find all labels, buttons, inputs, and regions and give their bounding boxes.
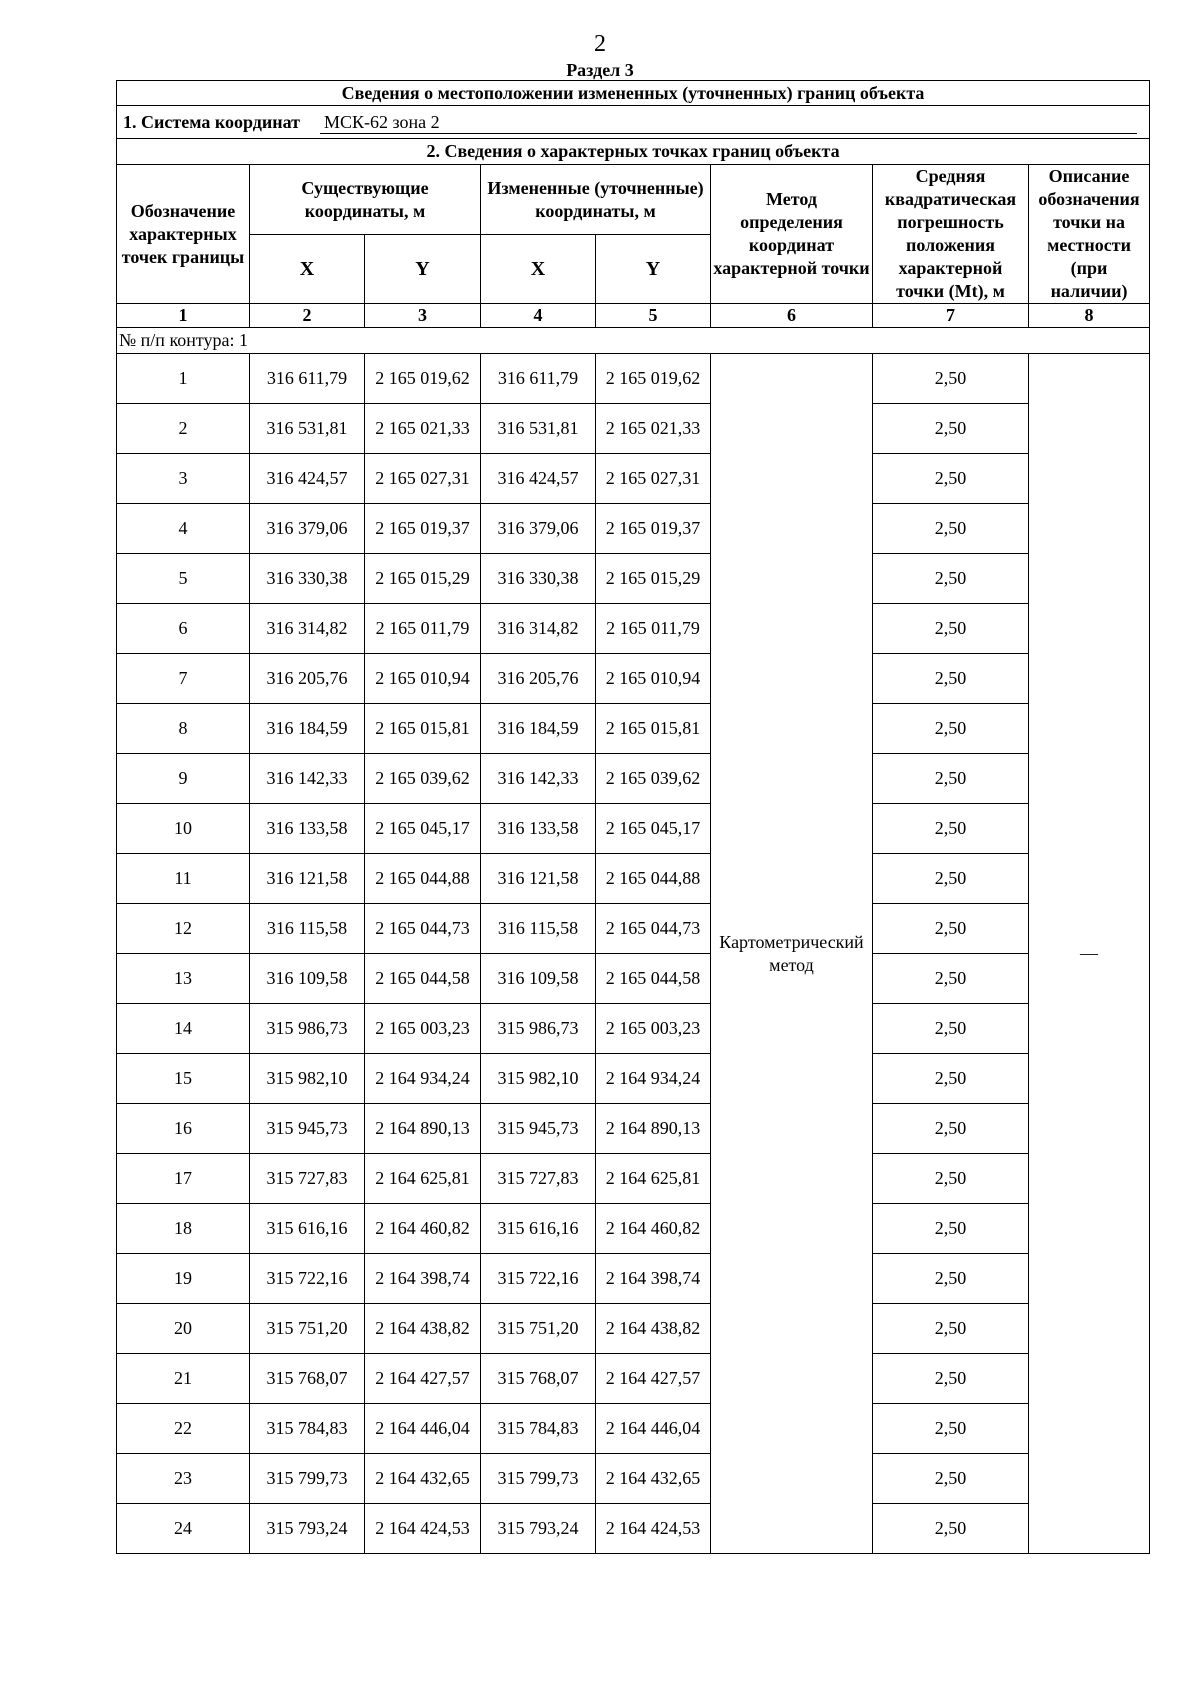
- header-description: Описание обозначения точки на местности (при наличии): [1029, 165, 1150, 304]
- changed-x: 316 314,82: [481, 604, 596, 654]
- existing-y: 2 165 039,62: [365, 754, 481, 804]
- page-number: 2: [594, 31, 606, 57]
- existing-x: 315 793,24: [250, 1504, 365, 1554]
- changed-y: 2 165 044,58: [596, 954, 711, 1004]
- point-number: 7: [117, 654, 250, 704]
- changed-x: 315 945,73: [481, 1104, 596, 1154]
- changed-x: 316 330,38: [481, 554, 596, 604]
- header-changed-x: X: [481, 235, 596, 304]
- existing-x: 315 722,16: [250, 1254, 365, 1304]
- existing-y: 2 165 015,81: [365, 704, 481, 754]
- existing-y: 2 165 044,58: [365, 954, 481, 1004]
- header-designation: Обозначение характерных точек границы: [117, 165, 250, 304]
- changed-x: 316 424,57: [481, 454, 596, 504]
- error-value: 2,50: [873, 1354, 1029, 1404]
- point-number: 17: [117, 1154, 250, 1204]
- point-number: 24: [117, 1504, 250, 1554]
- existing-x: 315 799,73: [250, 1454, 365, 1504]
- error-value: 2,50: [873, 904, 1029, 954]
- point-number: 3: [117, 454, 250, 504]
- existing-x: 316 109,58: [250, 954, 365, 1004]
- existing-x: 316 115,58: [250, 904, 365, 954]
- changed-x: 315 751,20: [481, 1304, 596, 1354]
- error-value: 2,50: [873, 1204, 1029, 1254]
- existing-y: 2 165 027,31: [365, 454, 481, 504]
- point-number: 16: [117, 1104, 250, 1154]
- table-row: [117, 854, 1150, 904]
- changed-x: 316 109,58: [481, 954, 596, 1004]
- changed-x: 315 986,73: [481, 1004, 596, 1054]
- existing-y: 2 164 625,81: [365, 1154, 481, 1204]
- changed-y: 2 165 044,73: [596, 904, 711, 954]
- changed-y: 2 164 438,82: [596, 1304, 711, 1354]
- existing-x: 316 314,82: [250, 604, 365, 654]
- table-row: [117, 1004, 1150, 1054]
- error-value: 2,50: [873, 854, 1029, 904]
- changed-y: 2 164 934,24: [596, 1054, 711, 1104]
- point-number: 12: [117, 904, 250, 954]
- point-number: 9: [117, 754, 250, 804]
- table-row: [117, 604, 1150, 654]
- coordinate-system-row: [117, 106, 1150, 139]
- point-number: 19: [117, 1254, 250, 1304]
- existing-x: 316 330,38: [250, 554, 365, 604]
- changed-x: 316 611,79: [481, 354, 596, 404]
- table-row: [117, 1054, 1150, 1104]
- changed-x: 315 799,73: [481, 1454, 596, 1504]
- header-existing-coordinates: Существующие координаты, м: [250, 165, 481, 235]
- column-number: 3: [365, 304, 481, 328]
- changed-x: 316 531,81: [481, 404, 596, 454]
- existing-x: 316 142,33: [250, 754, 365, 804]
- point-number: 13: [117, 954, 250, 1004]
- existing-y: 2 164 432,65: [365, 1454, 481, 1504]
- changed-y: 2 164 427,57: [596, 1354, 711, 1404]
- existing-y: 2 164 427,57: [365, 1354, 481, 1404]
- table-row: [117, 754, 1150, 804]
- changed-x: 315 784,83: [481, 1404, 596, 1454]
- table-row: [117, 1304, 1150, 1354]
- existing-x: 315 784,83: [250, 1404, 365, 1454]
- table-row: [117, 1204, 1150, 1254]
- error-value: 2,50: [873, 354, 1029, 404]
- existing-x: 316 379,06: [250, 504, 365, 554]
- point-number: 2: [117, 404, 250, 454]
- existing-x: 316 424,57: [250, 454, 365, 504]
- table-row: [117, 904, 1150, 954]
- changed-x: 316 121,58: [481, 854, 596, 904]
- existing-y: 2 165 011,79: [365, 604, 481, 654]
- error-value: 2,50: [873, 804, 1029, 854]
- existing-y: 2 165 044,88: [365, 854, 481, 904]
- changed-x: 315 768,07: [481, 1354, 596, 1404]
- changed-x: 315 722,16: [481, 1254, 596, 1304]
- table-row: [117, 654, 1150, 704]
- existing-y: 2 165 045,17: [365, 804, 481, 854]
- table-row: [117, 1154, 1150, 1204]
- changed-x: 316 379,06: [481, 504, 596, 554]
- changed-y: 2 164 890,13: [596, 1104, 711, 1154]
- point-number: 8: [117, 704, 250, 754]
- points-section-title: 2. Сведения о характерных точках границ объекта: [117, 139, 1150, 165]
- error-value: 2,50: [873, 454, 1029, 504]
- changed-y: 2 165 044,88: [596, 854, 711, 904]
- table-row: [117, 354, 1150, 404]
- table-row: [117, 1354, 1150, 1404]
- changed-y: 2 165 045,17: [596, 804, 711, 854]
- existing-y: 2 164 424,53: [365, 1504, 481, 1554]
- coordinate-system-value: МСК-62 зона 2: [320, 111, 1137, 134]
- changed-y: 2 165 027,31: [596, 454, 711, 504]
- existing-y: 2 165 021,33: [365, 404, 481, 454]
- changed-y: 2 165 019,37: [596, 504, 711, 554]
- existing-x: 316 133,58: [250, 804, 365, 854]
- existing-x: 315 986,73: [250, 1004, 365, 1054]
- column-number: 4: [481, 304, 596, 328]
- existing-x: 315 768,07: [250, 1354, 365, 1404]
- table-row: [117, 704, 1150, 754]
- changed-x: 316 115,58: [481, 904, 596, 954]
- changed-x: 316 184,59: [481, 704, 596, 754]
- point-number: 4: [117, 504, 250, 554]
- error-value: 2,50: [873, 1404, 1029, 1454]
- table-row: [117, 1254, 1150, 1304]
- changed-x: 315 727,83: [481, 1154, 596, 1204]
- error-value: 2,50: [873, 1054, 1029, 1104]
- description-value: —: [1029, 354, 1150, 1554]
- column-number: 8: [1029, 304, 1150, 328]
- point-number: 6: [117, 604, 250, 654]
- header-existing-x: X: [250, 235, 365, 304]
- existing-x: 315 751,20: [250, 1304, 365, 1354]
- column-number: 7: [873, 304, 1029, 328]
- changed-x: 315 982,10: [481, 1054, 596, 1104]
- method-value: Картометрический метод: [711, 354, 873, 1554]
- table-row: [117, 1454, 1150, 1504]
- table-row: [117, 454, 1150, 504]
- header-changed-y: Y: [596, 235, 711, 304]
- error-value: 2,50: [873, 1454, 1029, 1504]
- document-title: Сведения о местоположении измененных (уточненных) границ объекта: [117, 81, 1150, 106]
- existing-x: 316 611,79: [250, 354, 365, 404]
- table-row: [117, 1104, 1150, 1154]
- changed-y: 2 164 460,82: [596, 1204, 711, 1254]
- error-value: 2,50: [873, 754, 1029, 804]
- existing-y: 2 165 044,73: [365, 904, 481, 954]
- error-value: 2,50: [873, 1504, 1029, 1554]
- point-number: 23: [117, 1454, 250, 1504]
- error-value: 2,50: [873, 1004, 1029, 1054]
- existing-x: 316 184,59: [250, 704, 365, 754]
- changed-y: 2 165 011,79: [596, 604, 711, 654]
- error-value: 2,50: [873, 1104, 1029, 1154]
- existing-x: 316 531,81: [250, 404, 365, 454]
- column-number: 1: [117, 304, 250, 328]
- changed-y: 2 165 010,94: [596, 654, 711, 704]
- column-number: 6: [711, 304, 873, 328]
- table-row: [117, 1504, 1150, 1554]
- existing-x: 315 945,73: [250, 1104, 365, 1154]
- point-number: 5: [117, 554, 250, 604]
- changed-x: 316 205,76: [481, 654, 596, 704]
- point-number: 20: [117, 1304, 250, 1354]
- existing-y: 2 165 019,37: [365, 504, 481, 554]
- table-row: [117, 954, 1150, 1004]
- existing-x: 316 205,76: [250, 654, 365, 704]
- error-value: 2,50: [873, 404, 1029, 454]
- existing-y: 2 165 019,62: [365, 354, 481, 404]
- error-value: 2,50: [873, 1304, 1029, 1354]
- point-number: 1: [117, 354, 250, 404]
- error-value: 2,50: [873, 1154, 1029, 1204]
- existing-y: 2 164 890,13: [365, 1104, 481, 1154]
- existing-y: 2 164 446,04: [365, 1404, 481, 1454]
- table-row: [117, 804, 1150, 854]
- changed-y: 2 165 015,81: [596, 704, 711, 754]
- column-number: 5: [596, 304, 711, 328]
- existing-y: 2 164 934,24: [365, 1054, 481, 1104]
- existing-y: 2 165 010,94: [365, 654, 481, 704]
- point-number: 22: [117, 1404, 250, 1454]
- point-number: 11: [117, 854, 250, 904]
- changed-y: 2 164 424,53: [596, 1504, 711, 1554]
- changed-y: 2 165 021,33: [596, 404, 711, 454]
- point-number: 10: [117, 804, 250, 854]
- contour-label: № п/п контура: 1: [117, 328, 1150, 354]
- existing-y: 2 164 438,82: [365, 1304, 481, 1354]
- point-number: 15: [117, 1054, 250, 1104]
- changed-y: 2 164 432,65: [596, 1454, 711, 1504]
- existing-x: 315 982,10: [250, 1054, 365, 1104]
- changed-y: 2 165 019,62: [596, 354, 711, 404]
- existing-y: 2 165 015,29: [365, 554, 481, 604]
- point-number: 18: [117, 1204, 250, 1254]
- error-value: 2,50: [873, 1254, 1029, 1304]
- table-row: [117, 404, 1150, 454]
- changed-x: 316 133,58: [481, 804, 596, 854]
- error-value: 2,50: [873, 654, 1029, 704]
- changed-y: 2 165 003,23: [596, 1004, 711, 1054]
- changed-y: 2 164 398,74: [596, 1254, 711, 1304]
- changed-y: 2 165 015,29: [596, 554, 711, 604]
- error-value: 2,50: [873, 604, 1029, 654]
- section-title: Раздел 3: [566, 60, 634, 80]
- error-value: 2,50: [873, 504, 1029, 554]
- column-number: 2: [250, 304, 365, 328]
- existing-x: 315 727,83: [250, 1154, 365, 1204]
- existing-x: 315 616,16: [250, 1204, 365, 1254]
- table-row: [117, 1404, 1150, 1454]
- error-value: 2,50: [873, 704, 1029, 754]
- existing-y: 2 164 398,74: [365, 1254, 481, 1304]
- changed-y: 2 164 446,04: [596, 1404, 711, 1454]
- existing-x: 316 121,58: [250, 854, 365, 904]
- error-value: 2,50: [873, 554, 1029, 604]
- changed-y: 2 164 625,81: [596, 1154, 711, 1204]
- existing-y: 2 164 460,82: [365, 1204, 481, 1254]
- error-value: 2,50: [873, 954, 1029, 1004]
- changed-x: 315 616,16: [481, 1204, 596, 1254]
- header-method: Метод определения координат характерной точки: [711, 165, 873, 304]
- table-row: [117, 554, 1150, 604]
- header-existing-y: Y: [365, 235, 481, 304]
- changed-x: 315 793,24: [481, 1504, 596, 1554]
- header-error: Средняя квадратическая погрешность положения характерной точки (Mt), м: [873, 165, 1029, 304]
- coordinate-system-label: 1. Система координат: [123, 111, 300, 132]
- point-number: 14: [117, 1004, 250, 1054]
- point-number: 21: [117, 1354, 250, 1404]
- header-changed-coordinates: Измененные (уточненные) координаты, м: [481, 165, 711, 235]
- boundary-points-table: [116, 80, 1150, 1554]
- changed-y: 2 165 039,62: [596, 754, 711, 804]
- table-row: [117, 504, 1150, 554]
- changed-x: 316 142,33: [481, 754, 596, 804]
- existing-y: 2 165 003,23: [365, 1004, 481, 1054]
